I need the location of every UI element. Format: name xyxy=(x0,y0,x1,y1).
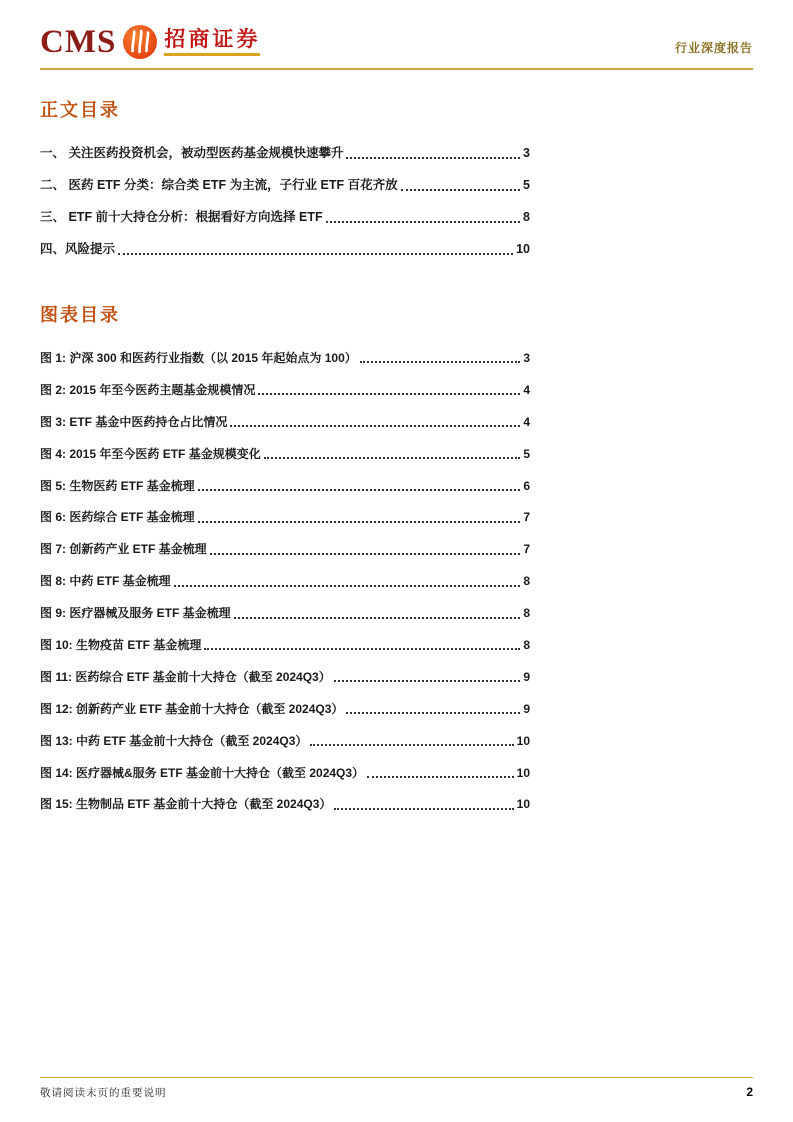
figure-toc-item xyxy=(40,638,530,652)
figure-toc-item xyxy=(40,766,530,780)
figure-toc-item xyxy=(40,383,530,397)
figure-item-page-number: 9 xyxy=(523,669,530,684)
brand-gold-underline xyxy=(164,53,260,56)
toc-section-title: 正文目录 xyxy=(40,100,120,120)
figure-item-label: 图 11: 医药综合 ETF 基金前十大持仓（截至 2024Q3） xyxy=(40,669,331,684)
cms-sun-icon xyxy=(122,24,158,60)
report-type-label: 行业深度报告 xyxy=(674,41,753,55)
figure-toc-item xyxy=(40,479,530,493)
brand-name: 招商证券 xyxy=(164,27,261,51)
leader-dots xyxy=(210,553,521,555)
toc-page-content xyxy=(0,70,793,812)
footer-disclaimer: 敬请阅读末页的重要说明 xyxy=(40,1087,167,1099)
toc-item xyxy=(40,210,530,225)
figure-item-page-number: 4 xyxy=(523,382,530,397)
figure-toc-item xyxy=(40,797,530,811)
leader-dots xyxy=(401,189,520,191)
figure-item-page-number: 10 xyxy=(516,765,530,780)
figure-toc-item xyxy=(40,734,530,748)
leader-dots xyxy=(230,425,520,427)
figure-item-page-number: 8 xyxy=(523,574,530,589)
figures-list xyxy=(40,351,530,812)
figure-toc-item xyxy=(40,606,530,620)
figure-item-label: 图 15: 生物制品 ETF 基金前十大持仓（截至 2024Q3） xyxy=(40,797,332,812)
brand-name-block xyxy=(164,28,260,56)
leader-dots xyxy=(264,457,521,459)
leader-dots xyxy=(174,585,521,587)
figure-item-label: 图 6: 医药综合 ETF 基金梳理 xyxy=(40,510,195,525)
figure-item-label: 图 14: 医疗器械&服务 ETF 基金前十大持仓（截至 2024Q3） xyxy=(40,765,365,780)
figure-item-label: 图 1: 沪深 300 和医药行业指数（以 2015 年起始点为 100） xyxy=(40,351,357,365)
toc-item-label: 三、 ETF 前十大持仓分析：根据看好方向选择 ETF xyxy=(40,210,323,224)
figures-section-title: 图表目录 xyxy=(40,305,120,325)
figure-toc-item xyxy=(40,670,530,684)
leader-dots xyxy=(360,361,521,363)
figure-item-label: 图 7: 创新药产业 ETF 基金梳理 xyxy=(40,542,207,557)
figure-item-page-number: 4 xyxy=(523,414,530,429)
toc-item-label: 一、 关注医药投资机会，被动型医药基金规模快速攀升 xyxy=(40,146,344,160)
figure-toc-item xyxy=(40,510,530,524)
leader-dots xyxy=(198,489,521,491)
toc-item xyxy=(40,146,530,161)
toc-item-page-number: 3 xyxy=(523,146,530,160)
figure-item-page-number: 7 xyxy=(523,542,530,557)
report-header xyxy=(0,0,793,68)
figure-item-label: 图 9: 医疗器械及服务 ETF 基金梳理 xyxy=(40,606,231,621)
leader-dots xyxy=(326,221,520,223)
figure-item-label: 图 2: 2015 年至今医药主题基金规模情况 xyxy=(40,382,256,397)
toc-list xyxy=(40,146,530,257)
leader-dots xyxy=(258,393,520,395)
figure-toc-item xyxy=(40,702,530,716)
figure-toc-item xyxy=(40,574,530,588)
page-number: 2 xyxy=(746,1085,753,1099)
leader-dots xyxy=(334,808,513,810)
leader-dots xyxy=(118,253,513,255)
page-footer xyxy=(40,1077,753,1101)
figure-toc-item xyxy=(40,447,530,461)
leader-dots xyxy=(346,157,520,159)
figure-item-page-number: 10 xyxy=(516,733,530,748)
toc-item-page-number: 5 xyxy=(523,178,530,192)
figure-item-page-number: 7 xyxy=(523,510,530,525)
figure-item-page-number: 8 xyxy=(523,606,530,621)
toc-item-label: 二、 医药 ETF 分类：综合类 ETF 为主流，子行业 ETF 百花齐放 xyxy=(40,178,398,192)
figure-toc-item xyxy=(40,351,530,365)
figure-item-label: 图 12: 创新药产业 ETF 基金前十大持仓（截至 2024Q3） xyxy=(40,701,344,716)
figure-item-label: 图 3: ETF 基金中医药持仓占比情况 xyxy=(40,414,228,429)
figure-toc-item xyxy=(40,415,530,429)
figure-item-page-number: 9 xyxy=(523,701,530,716)
figure-item-page-number: 10 xyxy=(516,797,530,812)
leader-dots xyxy=(310,744,513,746)
figure-item-page-number: 6 xyxy=(523,478,530,493)
toc-item-label: 四、风险提示 xyxy=(40,242,116,256)
leader-dots xyxy=(334,680,521,682)
figure-item-page-number: 3 xyxy=(523,351,530,365)
figure-item-label: 图 10: 生物疫苗 ETF 基金梳理 xyxy=(40,638,202,653)
toc-item-page-number: 8 xyxy=(523,210,530,224)
toc-item-page-number: 10 xyxy=(516,242,530,256)
cms-logo-text: CMS xyxy=(40,23,117,60)
cms-logo xyxy=(40,24,260,60)
figure-item-page-number: 8 xyxy=(523,638,530,653)
toc-item xyxy=(40,242,530,257)
figure-item-label: 图 5: 生物医药 ETF 基金梳理 xyxy=(40,478,195,493)
figure-item-label: 图 13: 中药 ETF 基金前十大持仓（截至 2024Q3） xyxy=(40,733,308,748)
leader-dots xyxy=(234,617,521,619)
leader-dots xyxy=(346,712,520,714)
figure-item-label: 图 8: 中药 ETF 基金梳理 xyxy=(40,574,171,589)
figure-item-page-number: 5 xyxy=(523,446,530,461)
leader-dots xyxy=(198,521,521,523)
figure-item-label: 图 4: 2015 年至今医药 ETF 基金规模变化 xyxy=(40,446,261,461)
toc-item xyxy=(40,178,530,193)
leader-dots xyxy=(204,648,520,650)
figure-toc-item xyxy=(40,542,530,556)
leader-dots xyxy=(367,776,514,778)
